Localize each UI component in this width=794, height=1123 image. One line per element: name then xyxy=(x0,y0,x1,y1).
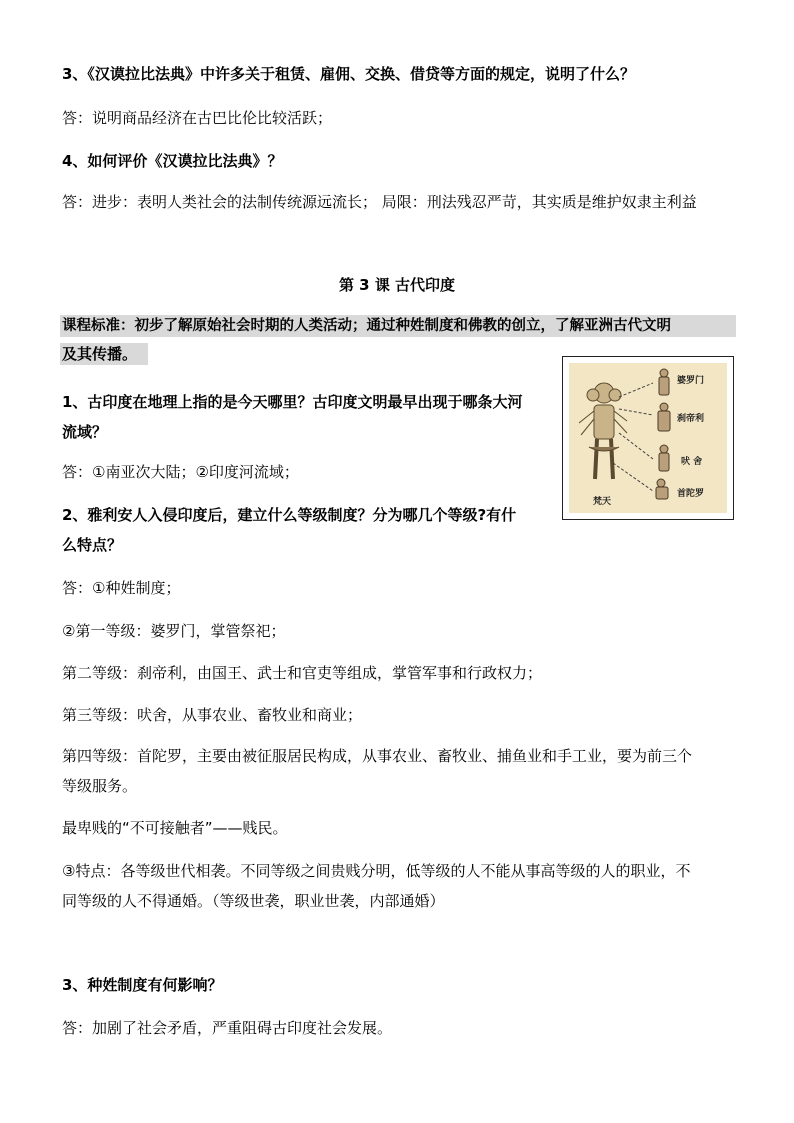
lesson-title: 第 3 课 古代印度 xyxy=(338,276,456,294)
illustration-background xyxy=(569,363,727,513)
answer-3-hammurabi: 答：说明商品经济在古巴比伦比较活跃； xyxy=(62,109,333,127)
answer-4-hammurabi: 答：进步：表明人类社会的法制传统源远流长； 局限：刑法残忍严苛，其实质是维护奴隶主利益 xyxy=(62,193,697,211)
answer-2-item4: 第三等级：吠舍，从事农业、畜牧业和商业； xyxy=(62,706,363,724)
brahma-figure xyxy=(579,383,627,479)
question-3-influence: 3、种姓制度有何影响？ xyxy=(62,976,223,994)
question-1-india-line2: 流域？ xyxy=(62,423,108,441)
answer-3-influence: 答：加剧了社会矛盾，严重阻碍古印度社会发展。 xyxy=(62,1019,393,1037)
answer-2-item5-line1: 第四等级：首陀罗，主要由被征服居民构成，从事农业、畜牧业、捕鱼业和手工业，要为前三个 xyxy=(62,747,693,765)
course-standard-line1: 课程标准：初步了解原始社会时期的人类活动；通过种姓制度和佛教的创立，了解亚洲古代文明 xyxy=(62,318,671,334)
label-vaishya: 吠 舍 xyxy=(681,457,703,467)
label-shudra: 首陀罗 xyxy=(677,489,705,499)
question-2-caste-line1: 2、雅利安人入侵印度后，建立什么等级制度？分为哪几个等级?有什 xyxy=(62,506,517,524)
label-kshatriya: 刹帝利 xyxy=(677,414,705,424)
caste-illustration xyxy=(562,356,734,520)
answer-2-item7-line1: ③特点：各等级世代相袭。不同等级之间贵贱分明，低等级的人不能从事高等级的人的职业，不 xyxy=(62,862,691,880)
answer-2-item3: 第二等级：刹帝利，由国王、武士和官吏等组成，掌管军事和行政权力； xyxy=(62,664,543,682)
answer-2-item2: ②第一等级：婆罗门，掌管祭祀； xyxy=(62,622,286,640)
answer-2-item7-line2: 同等级的人不得通婚。（等级世袭，职业世袭，内部通婚） xyxy=(62,892,445,910)
label-brahma: 梵天 xyxy=(593,497,612,507)
answer-2-item6: 最卑贱的“不可接触者”——贱民。 xyxy=(62,819,288,837)
caste-small-figures xyxy=(656,369,670,499)
answer-1-india: 答：①南亚次大陆；②印度河流域； xyxy=(62,463,299,481)
question-2-caste-line2: 么特点？ xyxy=(62,536,123,554)
question-1-india-line1: 1、古印度在地理上指的是今天哪里？古印度文明最早出现于哪条大河 xyxy=(62,393,523,411)
answer-2-item5-line2: 等级服务。 xyxy=(62,777,138,795)
caste-figures-svg xyxy=(569,363,729,515)
question-3-hammurabi: 3、《汉谟拉比法典》中许多关于租赁、雇佣、交换、借贷等方面的规定，说明了什么？ xyxy=(62,65,635,83)
label-brahmin: 婆罗门 xyxy=(677,376,705,386)
question-4-hammurabi: 4、如何评价《汉谟拉比法典》？ xyxy=(62,152,283,170)
course-standard-line2: 及其传播。 xyxy=(62,345,138,363)
answer-2-item1: 答：①种姓制度； xyxy=(62,579,181,597)
